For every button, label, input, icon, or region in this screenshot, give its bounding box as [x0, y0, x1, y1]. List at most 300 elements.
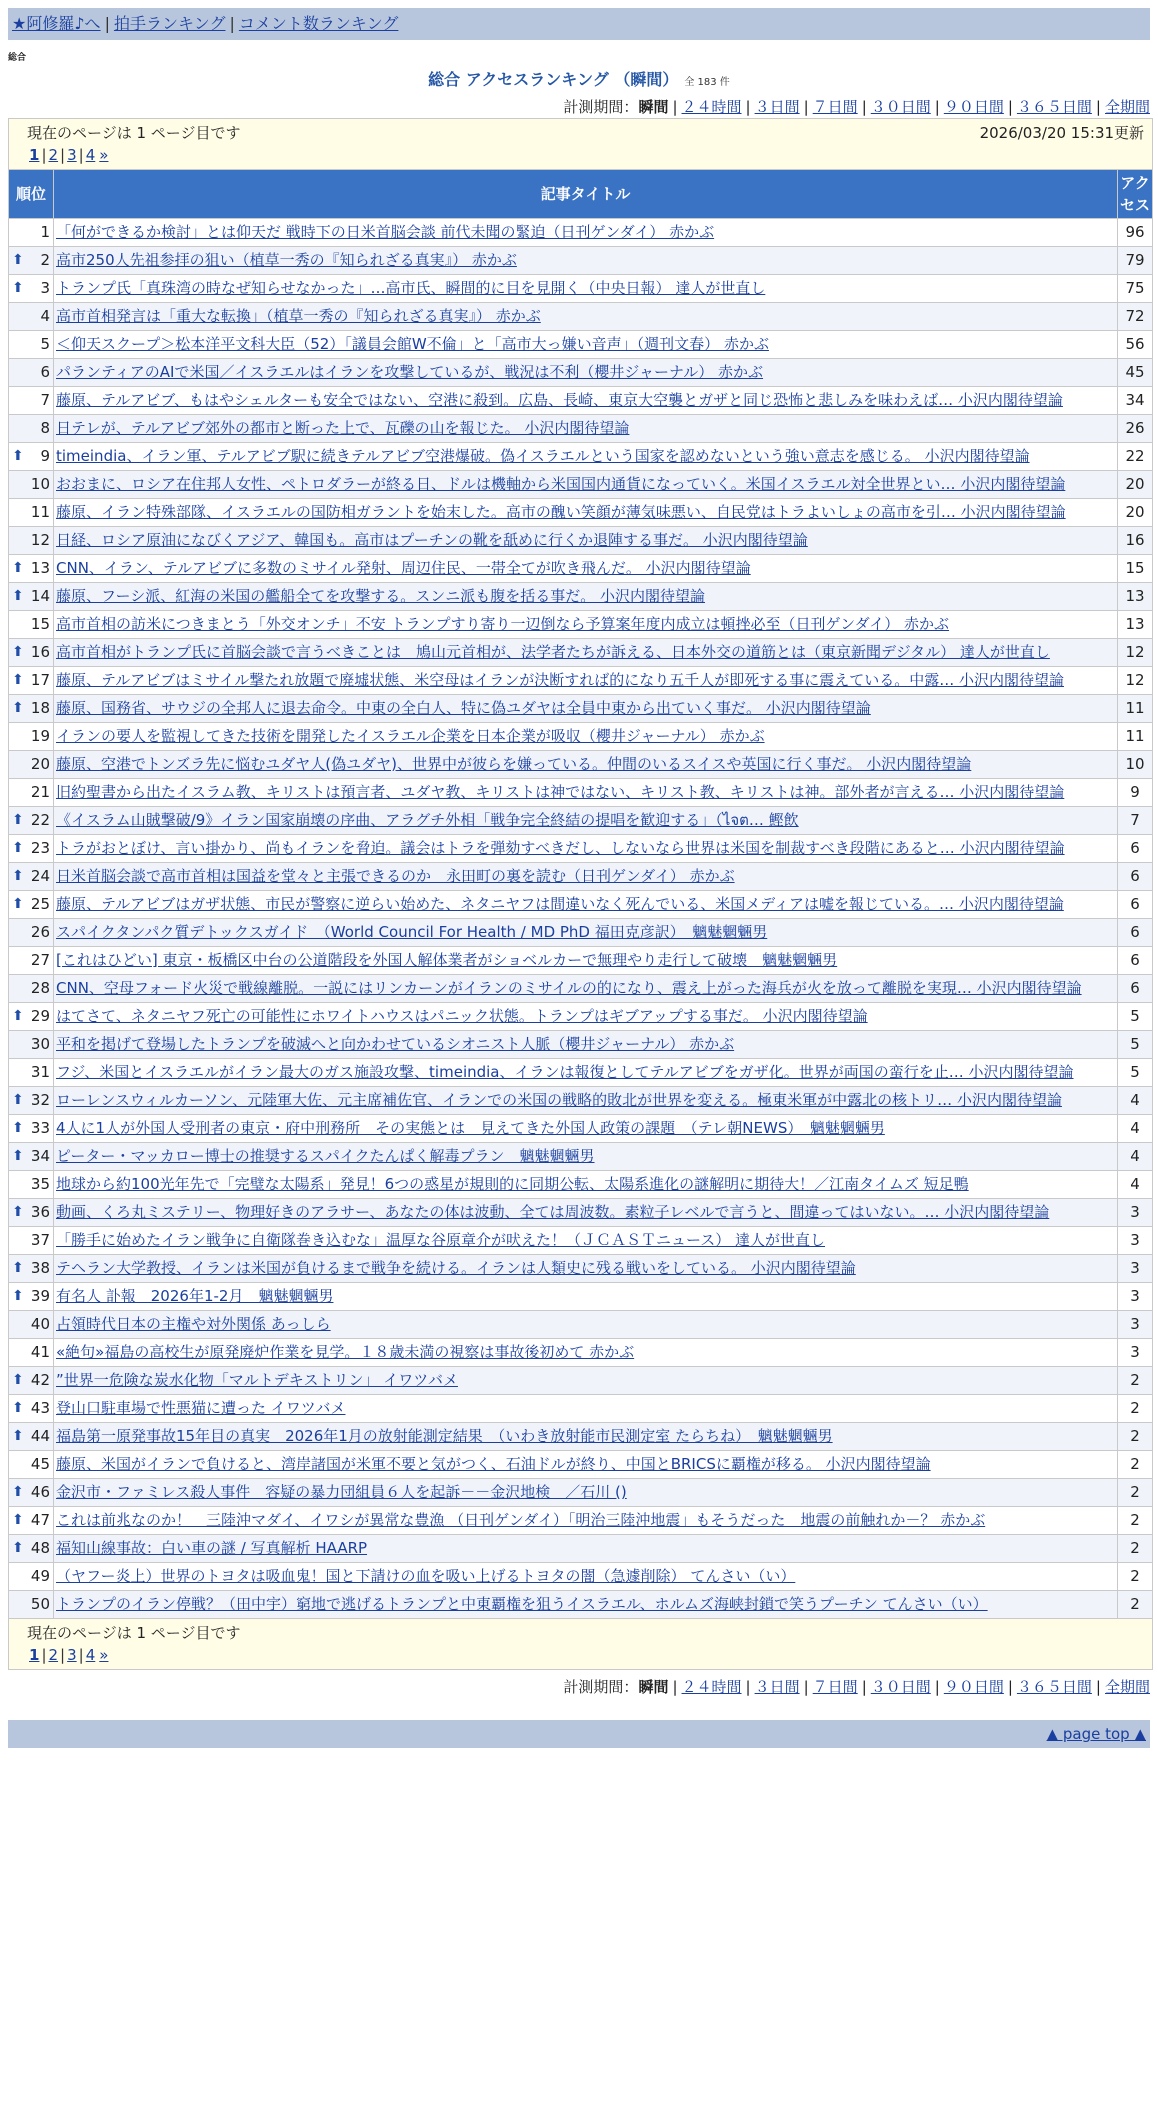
article-title-link[interactable]: 《イスラム山賊撃破/9》イラン国家崩壊の序曲、アラグチ外相「戦争完全終結の提唱を歓迎する」（ไจต… 鰹飲: [56, 811, 799, 829]
table-row: [9, 1535, 1153, 1563]
title-cell: [54, 1367, 1118, 1395]
article-title-link[interactable]: 登山口駐車場で性悪猫に遭った イワツバメ: [56, 1399, 346, 1417]
info-bar-top: [9, 119, 1153, 170]
table-row: [9, 1255, 1153, 1283]
article-title-link[interactable]: 金沢市・ファミレス殺人事件 容疑の暴力団組員６人を起訴－－金沢地検 ／石川 (): [56, 1483, 627, 1501]
rank-number: 27: [30, 951, 50, 969]
period-option-link[interactable]: ３日間: [754, 98, 800, 116]
article-title-link[interactable]: おおまに、ロシア在住邦人女性、ペトロダラーが終る日、ドルは機軸から米国国内通貨になっていく。米国イスラエル対全世界とい… 小沢内閣待望論: [56, 475, 1066, 493]
article-title-link[interactable]: 「何ができるか検討」とは仰天だ 戦時下の日米首脳会談 前代未聞の緊迫（日刊ゲンダイ） 赤かぶ: [56, 223, 715, 241]
rank-number: 7: [40, 391, 50, 409]
clap-ranking-link[interactable]: 拍手ランキング: [113, 14, 226, 33]
title-cell: [54, 1507, 1118, 1535]
article-title-link[interactable]: 藤原、フーシ派、紅海の米国の艦船全てを攻撃する。スンニ派も腹を括る事だ。 小沢内閣待望論: [56, 587, 706, 605]
period-current: 瞬間: [638, 1678, 669, 1696]
rank-cell: [9, 1087, 54, 1115]
rank-number: 22: [30, 811, 50, 829]
rank-number: 40: [30, 1315, 50, 1333]
rank-cell: [9, 247, 54, 275]
title-cell: [54, 1115, 1118, 1143]
title-cell: [54, 1591, 1118, 1619]
article-title-link[interactable]: 藤原、空港でトンズラ先に悩むユダヤ人(偽ユダヤ)、世界中が彼らを嫌っている。仲間のいるスイスや英国に行く事だ。 小沢内閣待望論: [56, 755, 972, 773]
table-row: [9, 611, 1153, 639]
rank-number: 44: [30, 1427, 50, 1445]
title-cell: [54, 1171, 1118, 1199]
rank-cell: [9, 499, 54, 527]
rank-cell: [9, 667, 54, 695]
article-title-link[interactable]: CNN、イラン、テルアビブに多数のミサイル発射、周辺住民、一帯全てが吹き飛んだ。 小沢内閣待望論: [56, 559, 751, 577]
rank-number: 11: [30, 503, 50, 521]
rank-cell: [9, 695, 54, 723]
rank-cell: [9, 891, 54, 919]
title-cell: [54, 1563, 1118, 1591]
rank-number: 45: [30, 1455, 50, 1473]
rank-up-arrow-icon: ⬆: [12, 448, 24, 464]
article-title-link[interactable]: フジ、米国とイスラエルがイラン最大のガス施設攻撃、timeindia、イランは報復としてテルアビブをガザ化。世界が両国の蛮行を止… 小沢内閣待望論: [56, 1063, 1074, 1081]
access-header: アクセス: [1118, 170, 1153, 219]
title-cell: [54, 1031, 1118, 1059]
rank-number: 19: [30, 727, 50, 745]
period-separator: |: [803, 1678, 809, 1696]
period-option-link[interactable]: 全期間: [1104, 1678, 1150, 1696]
table-row: [9, 975, 1153, 1003]
rank-up-arrow-icon: ⬆: [12, 1204, 24, 1220]
table-row: [9, 1311, 1153, 1339]
rank-up-arrow-icon: ⬆: [12, 1148, 24, 1164]
access-count: 5: [1118, 1003, 1153, 1031]
page-title: 総合 アクセスランキング （瞬間）: [428, 70, 679, 89]
table-row: [9, 947, 1153, 975]
period-current: 瞬間: [638, 98, 669, 116]
pager-next-link[interactable]: »: [99, 146, 109, 164]
access-count: 3: [1118, 1199, 1153, 1227]
pager-page-link[interactable]: 1: [29, 146, 40, 164]
rank-number: 46: [30, 1483, 50, 1501]
table-row: [9, 499, 1153, 527]
title-cell: [54, 807, 1118, 835]
table-row: [9, 723, 1153, 751]
pager-top: [17, 144, 1144, 166]
article-title-link[interactable]: ローレンスウィルカーソン、元陸軍大佐、元主席補佐官、イランでの米国の戦略的敗北が世界を変える。極東米軍が中露北の核トリ… 小沢内閣待望論: [56, 1091, 1062, 1109]
table-row: [9, 1171, 1153, 1199]
article-title-link[interactable]: これは前兆なのか！ 三陸沖マダイ、イワシが異常な豊漁 （日刊ゲンダイ）「明治三陸沖地震」もそうだった 地震の前触れか－？ 赤かぶ: [56, 1511, 986, 1529]
access-count: 2: [1118, 1479, 1153, 1507]
rank-number: 31: [30, 1063, 50, 1081]
rank-number: 37: [30, 1231, 50, 1249]
rank-number: 17: [30, 671, 50, 689]
rank-cell: [9, 611, 54, 639]
title-cell: [54, 947, 1118, 975]
pager-separator: |: [60, 146, 66, 164]
period-option-link[interactable]: ２４時間: [681, 1678, 742, 1696]
table-row: [9, 919, 1153, 947]
rank-up-arrow-icon: ⬆: [12, 1008, 24, 1024]
rank-number: 8: [40, 419, 50, 437]
access-count: 2: [1118, 1591, 1153, 1619]
rank-number: 14: [30, 587, 50, 605]
rank-number: 34: [30, 1147, 50, 1165]
rank-number: 47: [30, 1511, 50, 1529]
pager-page-link[interactable]: 4: [85, 1646, 96, 1664]
access-count: 3: [1118, 1339, 1153, 1367]
access-count: 3: [1118, 1227, 1153, 1255]
table-row: [9, 779, 1153, 807]
article-title-link[interactable]: トランプ氏「真珠湾の時なぜ知らせなかった」…高市氏、瞬間的に目を見開く（中央日報） 達人が世直し: [56, 279, 766, 297]
period-option-link[interactable]: ３６５日間: [1016, 1678, 1092, 1696]
period-option-link[interactable]: ９０日間: [943, 98, 1004, 116]
table-row: [9, 639, 1153, 667]
rank-number: 35: [30, 1175, 50, 1193]
table-row: [9, 1199, 1153, 1227]
period-selector-top: [0, 96, 1150, 118]
rank-number: 33: [30, 1119, 50, 1137]
table-row: [9, 1479, 1153, 1507]
pager-page-link[interactable]: 3: [67, 146, 77, 164]
article-title-link[interactable]: テヘラン大学教授、イランは米国が負けるまで戦争を続ける。イランは人類史に残る戦いをしている。 小沢内閣待望論: [56, 1259, 856, 1277]
nav-separator: |: [229, 14, 235, 33]
current-page-text-bottom: 現在のページは 1 ページ目です: [27, 1624, 241, 1642]
period-option-link[interactable]: ３６５日間: [1016, 98, 1092, 116]
title-cell: [54, 247, 1118, 275]
pager-separator: |: [78, 1646, 84, 1664]
rank-cell: [9, 807, 54, 835]
article-title-link[interactable]: 地球から約100光年先で「完璧な太陽系」発見！6つの惑星が規則的に同期公転、太陽系進化の謎解明に期待大！／江南タイムズ 短足鴨: [56, 1175, 969, 1193]
table-row: [9, 359, 1153, 387]
access-count: 4: [1118, 1087, 1153, 1115]
article-title-link[interactable]: 日米首脳会談で高市首相は国益を堂々と主張できるのか 永田町の裏を読む（日刊ゲンダイ） 赤かぶ: [56, 867, 735, 885]
rank-cell: [9, 1367, 54, 1395]
article-title-link[interactable]: トラがおとぼけ、言い掛かり、尚もイランを脅迫。議会はトラを弾劾すべきだし、しないなら世界は米国を制裁すべき段階にあると… 小沢内閣待望論: [56, 839, 1065, 857]
rank-cell: [9, 1535, 54, 1563]
article-title-link[interactable]: 藤原、イラン特殊部隊、イスラエルの国防相ガラントを始末した。高市の醜い笑顔が薄気味悪い、自民党はトラよいしょの高市を引… 小沢内閣待望論: [56, 503, 1066, 521]
rank-number: 26: [30, 923, 50, 941]
rank-up-arrow-icon: ⬆: [12, 812, 24, 828]
access-count: 56: [1118, 331, 1153, 359]
title-cell: [54, 1395, 1118, 1423]
table-row: [9, 275, 1153, 303]
rank-cell: [9, 779, 54, 807]
pager-separator: |: [60, 1646, 66, 1664]
pager-page-link[interactable]: 3: [67, 1646, 77, 1664]
period-option-link[interactable]: ２４時間: [681, 98, 742, 116]
period-separator: |: [934, 1678, 940, 1696]
table-row: [9, 527, 1153, 555]
rank-cell: [9, 1591, 54, 1619]
rank-cell: [9, 1479, 54, 1507]
title-cell: [54, 1087, 1118, 1115]
pager-separator: |: [78, 146, 84, 164]
article-title-link[interactable]: イランの要人を監視してきた技術を開発したイスラエル企業を日本企業が吸収（櫻井ジャーナル） 赤かぶ: [56, 727, 765, 745]
title-cell: [54, 667, 1118, 695]
rank-cell: [9, 359, 54, 387]
access-count: 2: [1118, 1451, 1153, 1479]
rank-cell: [9, 1395, 54, 1423]
rank-cell: [9, 1059, 54, 1087]
access-count: 11: [1118, 723, 1153, 751]
rank-cell: [9, 1507, 54, 1535]
article-title-link[interactable]: ＜仰天スクープ＞松本洋平文科大臣（52）「議員会館W不倫」と「高市大っ嫌い音声」（週刊文春） 赤かぶ: [56, 335, 769, 353]
rank-number: 42: [30, 1371, 50, 1389]
rank-cell: [9, 1115, 54, 1143]
rank-number: 16: [30, 643, 50, 661]
table-row: [9, 1339, 1153, 1367]
rank-cell: [9, 751, 54, 779]
title-cell: [54, 415, 1118, 443]
rank-number: 6: [40, 363, 50, 381]
title-cell: [54, 891, 1118, 919]
rank-cell: [9, 1003, 54, 1031]
category-label: 総合: [8, 53, 27, 63]
pager-page-link[interactable]: 2: [48, 1646, 59, 1664]
access-count: 96: [1118, 219, 1153, 247]
article-title-link[interactable]: パランティアのAIで米国／イスラエルはイランを攻撃しているが、戦況は不利（櫻井ジャーナル） 赤かぶ: [56, 363, 764, 381]
article-title-link[interactable]: ”世界一危険な炭水化物「マルトデキストリン」 イワツバメ: [56, 1371, 458, 1389]
title-cell: [54, 723, 1118, 751]
article-title-link[interactable]: 高市首相がトランプ氏に首脳会談で言うべきことは 鳩山元首相が、法学者たちが訴える、日本外交の道筋とは（東京新聞デジタル） 達人が世直し: [56, 643, 1050, 661]
rank-up-arrow-icon: ⬆: [12, 1512, 24, 1528]
rank-cell: [9, 1031, 54, 1059]
rank-number: 30: [30, 1035, 50, 1053]
table-row: [9, 751, 1153, 779]
access-count: 11: [1118, 695, 1153, 723]
rank-number: 41: [30, 1343, 50, 1361]
rank-number: 12: [30, 531, 50, 549]
table-row: [9, 1115, 1153, 1143]
access-count: 2: [1118, 1395, 1153, 1423]
rank-number: 4: [40, 307, 50, 325]
rank-cell: [9, 1423, 54, 1451]
rank-number: 29: [30, 1007, 50, 1025]
rank-number: 38: [30, 1259, 50, 1277]
article-title-link[interactable]: スパイクタンパク質デトックスガイド （World Council For Health / MD PhD 福田克彦訳） 魑魅魍魎男: [56, 923, 768, 941]
period-option-link[interactable]: ３日間: [754, 1678, 800, 1696]
access-count: 12: [1118, 639, 1153, 667]
rank-up-arrow-icon: ⬆: [12, 1484, 24, 1500]
title-cell: [54, 975, 1118, 1003]
period-option-link[interactable]: ９０日間: [943, 1678, 1004, 1696]
rank-number: 49: [30, 1567, 50, 1585]
rank-number: 2: [40, 251, 50, 269]
article-title-link[interactable]: 「勝手に始めたイラン戦争に自衛隊巻き込むな」温厚な谷原章介が吠えた！（ＪＣＡＳＴニュース） 達人が世直し: [56, 1231, 826, 1249]
access-count: 6: [1118, 919, 1153, 947]
access-count: 3: [1118, 1283, 1153, 1311]
article-title-link[interactable]: 藤原、国務省、サウジの全邦人に退去命令。中東の全白人、特に偽ユダヤは全員中東から出ていく事だ。 小沢内閣待望論: [56, 699, 871, 717]
article-title-link[interactable]: CNN、空母フォード火災で戦線離脱。一説にはリンカーンがイランのミサイルの的になり、震え上がった海兵が火を放って離脱を実現… 小沢内閣待望論: [56, 979, 1082, 997]
rank-cell: [9, 1255, 54, 1283]
article-title-link[interactable]: はてさて、ネタニヤフ死亡の可能性にホワイトハウスはパニック状態。トランプはギブアップする事だ。 小沢内閣待望論: [56, 1007, 868, 1025]
article-title-link[interactable]: 藤原、テルアビブ、もはやシェルターも安全ではない、空港に殺到。広島、長崎、東京大空襲とガザと同じ恐怖と悲しみを味わえば… 小沢内閣待望論: [56, 391, 1063, 409]
title-cell: [54, 471, 1118, 499]
article-title-link[interactable]: 動画、くろ丸ミステリー、物理好きのアラサー、あなたの体は波動、全ては周波数。素粒子レベルで言うと、間違ってはいない。… 小沢内閣待望論: [56, 1203, 1050, 1221]
article-title-link[interactable]: 藤原、テルアビブはミサイル撃たれ放題で廃墟状態、米空母はイランが決断すれば的になり五千人が即死する事に震えている。中露… 小沢内閣待望論: [56, 671, 1064, 689]
period-separator: |: [1095, 98, 1101, 116]
period-option-link[interactable]: ３０日間: [870, 98, 931, 116]
rank-up-arrow-icon: ⬆: [12, 1260, 24, 1276]
period-separator: |: [1007, 98, 1013, 116]
table-row: [9, 247, 1153, 275]
table-row: [9, 471, 1153, 499]
title-cell: [54, 1479, 1118, 1507]
table-header-row: [9, 170, 1153, 219]
period-separator: |: [745, 98, 751, 116]
access-count: 4: [1118, 1171, 1153, 1199]
rank-cell: [9, 303, 54, 331]
rank-number: 20: [30, 755, 50, 773]
period-option-link[interactable]: 全期間: [1104, 98, 1150, 116]
access-count: 2: [1118, 1423, 1153, 1451]
article-title-link[interactable]: 日経、ロシア原油になびくアジア、韓国も。高市はプーチンの靴を舐めに行くか退陣する事だ。 小沢内閣待望論: [56, 531, 808, 549]
rank-up-arrow-icon: ⬆: [12, 1540, 24, 1556]
rank-cell: [9, 527, 54, 555]
home-link[interactable]: ★阿修羅♪へ: [12, 14, 101, 33]
article-title-link[interactable]: timeindia、イラン軍、テルアビブ駅に続きテルアビブ空港爆破。偽イスラエルという国家を認めないという強い意志を感じる。 小沢内閣待望論: [56, 447, 1030, 465]
pager-separator: |: [41, 1646, 47, 1664]
article-title-link[interactable]: （ヤフー炎上）世界のトヨタは吸血鬼！国と下請けの血を吸い上げるトヨタの闇（急遽削除） てんさい（い）: [56, 1567, 796, 1585]
pager-page-link[interactable]: 4: [85, 146, 96, 164]
rank-cell: [9, 443, 54, 471]
table-row: [9, 1059, 1153, 1087]
access-count: 79: [1118, 247, 1153, 275]
rank-cell: [9, 1563, 54, 1591]
table-row: [9, 1563, 1153, 1591]
access-count: 75: [1118, 275, 1153, 303]
access-count: 3: [1118, 1255, 1153, 1283]
title-cell: [54, 919, 1118, 947]
title-cell: [54, 359, 1118, 387]
title-cell: [54, 303, 1118, 331]
rank-number: 13: [30, 559, 50, 577]
access-count: 2: [1118, 1535, 1153, 1563]
article-title-link[interactable]: «絶句»福島の高校生が原発廃炉作業を見学。１８歳未満の視察は事故後初めて 赤かぶ: [56, 1343, 635, 1361]
page-top-link[interactable]: ▲ page top ▲: [1046, 1725, 1146, 1743]
rank-up-arrow-icon: ⬆: [12, 868, 24, 884]
title-cell: [54, 751, 1118, 779]
title-cell: [54, 863, 1118, 891]
rank-cell: [9, 1171, 54, 1199]
period-separator: |: [803, 98, 809, 116]
pager-next-link[interactable]: »: [99, 1646, 109, 1664]
article-title-link[interactable]: [これはひどい] 東京・板橋区中台の公道階段を外国人解体業者がショベルカーで無理やり走行して破壊 魑魅魍魎男: [56, 951, 838, 969]
access-count: 2: [1118, 1563, 1153, 1591]
period-separator: |: [861, 98, 867, 116]
period-selector-bottom: [0, 1676, 1150, 1698]
rank-number: 5: [40, 335, 50, 353]
rank-up-arrow-icon: ⬆: [12, 644, 24, 660]
rank-number: 24: [30, 867, 50, 885]
table-row: [9, 1031, 1153, 1059]
access-count: 13: [1118, 611, 1153, 639]
article-title-link[interactable]: 高市首相発言は「重大な転換」（植草一秀の『知られざる真実』） 赤かぶ: [56, 307, 541, 325]
title-cell: [54, 779, 1118, 807]
rank-up-arrow-icon: ⬆: [12, 1288, 24, 1304]
table-row: [9, 1507, 1153, 1535]
access-count: 2: [1118, 1507, 1153, 1535]
period-option-link[interactable]: ７日間: [812, 98, 858, 116]
period-separator: |: [672, 1678, 678, 1696]
article-title-link[interactable]: ピーター・マッカロー博士の推奨するスパイクたんぱく解毒プラン 魑魅魍魎男: [56, 1147, 595, 1165]
rank-cell: [9, 1451, 54, 1479]
pager-page-link[interactable]: 2: [48, 146, 59, 164]
title-cell: [54, 499, 1118, 527]
table-row: [9, 443, 1153, 471]
rank-cell: [9, 583, 54, 611]
table-row: [9, 1227, 1153, 1255]
article-title-link[interactable]: 有名人 訃報 2026年1-2月 魑魅魍魎男: [56, 1287, 334, 1305]
title-header: 記事タイトル: [54, 170, 1118, 219]
access-count: 6: [1118, 975, 1153, 1003]
access-count: 72: [1118, 303, 1153, 331]
article-title-link[interactable]: 4人に1人が外国人受刑者の東京・府中刑務所 その実態とは 見えてきた外国人政策の課題 （テレ朝NEWS） 魑魅魍魎男: [56, 1119, 885, 1137]
rank-up-arrow-icon: ⬆: [12, 1092, 24, 1108]
table-row: [9, 1283, 1153, 1311]
article-title-link[interactable]: 旧約聖書から出たイスラム教、キリストは預言者、ユダヤ教、キリストは神ではない、キリスト教、キリストは神。部外者が言える… 小沢内閣待望論: [56, 783, 1065, 801]
table-row: [9, 667, 1153, 695]
table-row: [9, 219, 1153, 247]
rank-number: 18: [30, 699, 50, 717]
table-row: [9, 1143, 1153, 1171]
table-row: [9, 1367, 1153, 1395]
article-title-link[interactable]: 高市首相の訪米につきまとう「外交オンチ」不安 トランプすり寄り一辺倒なら予算案年度内成立は頓挫必至（日刊ゲンダイ） 赤かぶ: [56, 615, 950, 633]
access-count: 20: [1118, 499, 1153, 527]
access-count: 16: [1118, 527, 1153, 555]
table-row: [9, 1087, 1153, 1115]
access-count: 7: [1118, 807, 1153, 835]
rank-up-arrow-icon: ⬆: [12, 840, 24, 856]
rank-number: 23: [30, 839, 50, 857]
comment-ranking-link[interactable]: コメント数ランキング: [238, 14, 399, 33]
access-count: 45: [1118, 359, 1153, 387]
rank-cell: [9, 835, 54, 863]
title-cell: [54, 1059, 1118, 1087]
rank-up-arrow-icon: ⬆: [12, 1120, 24, 1136]
period-separator: |: [672, 98, 678, 116]
table-row: [9, 331, 1153, 359]
table-row: [9, 583, 1153, 611]
rank-cell: [9, 275, 54, 303]
title-cell: [54, 1423, 1118, 1451]
updated-time: 2026/03/20 15:31更新: [979, 124, 1145, 142]
rank-number: 21: [30, 783, 50, 801]
rank-up-arrow-icon: ⬆: [12, 1400, 24, 1416]
access-count: 2: [1118, 1367, 1153, 1395]
ranking-title-row: [0, 69, 1158, 94]
article-title-link[interactable]: 日テレが、テルアビブ郊外の都市と断った上で、瓦礫の山を報じた。 小沢内閣待望論: [56, 419, 630, 437]
article-title-link[interactable]: 福島第一原発事故15年目の真実 2026年1月の放射能測定結果 （いわき放射能市民測定室 たらちね） 魑魅魍魎男: [56, 1427, 833, 1445]
rank-cell: [9, 1227, 54, 1255]
table-row: [9, 1451, 1153, 1479]
access-count: 5: [1118, 1059, 1153, 1087]
period-option-link[interactable]: ７日間: [812, 1678, 858, 1696]
article-title-link[interactable]: 高市250人先祖参拝の狙い（植草一秀の『知られざる真実』） 赤かぶ: [56, 251, 517, 269]
article-title-link[interactable]: 藤原、米国がイランで負けると、湾岸諸国が米軍不要と気がつく、石油ドルが終り、中国とBRICSに覇権が移る。 小沢内閣待望論: [56, 1455, 931, 1473]
period-label: 計測期間：: [563, 1678, 639, 1696]
title-cell: [54, 1143, 1118, 1171]
rank-number: 48: [30, 1539, 50, 1557]
article-title-link[interactable]: トランプのイラン停戦？（田中宇）窮地で逃げるトランプと中東覇権を狙うイスラエル、ホルムズ海峡封鎖で笑うプーチン てんさい（い）: [56, 1595, 988, 1613]
footer-bar: [8, 1720, 1150, 1748]
article-title-link[interactable]: 占領時代日本の主権や対外関係 あっしら: [56, 1315, 331, 1333]
table-row: [9, 807, 1153, 835]
rank-up-arrow-icon: ⬆: [12, 672, 24, 688]
article-title-link[interactable]: 福知山線事故：白い車の謎 / 写真解析 HAARP: [56, 1539, 368, 1557]
period-option-link[interactable]: ３０日間: [870, 1678, 931, 1696]
table-row: [9, 387, 1153, 415]
article-title-link[interactable]: 藤原、テルアビブはガザ状態、市民が警察に逆らい始めた、ネタニヤフは間違いなく死んでいる、米国メディアは嘘を報じている。… 小沢内閣待望論: [56, 895, 1064, 913]
article-title-link[interactable]: 平和を掲げて登場したトランプを破滅へと向かわせているシオニスト人脈（櫻井ジャーナル） 赤かぶ: [56, 1035, 735, 1053]
access-count: 9: [1118, 779, 1153, 807]
title-cell: [54, 331, 1118, 359]
pager-page-link[interactable]: 1: [29, 1646, 40, 1664]
